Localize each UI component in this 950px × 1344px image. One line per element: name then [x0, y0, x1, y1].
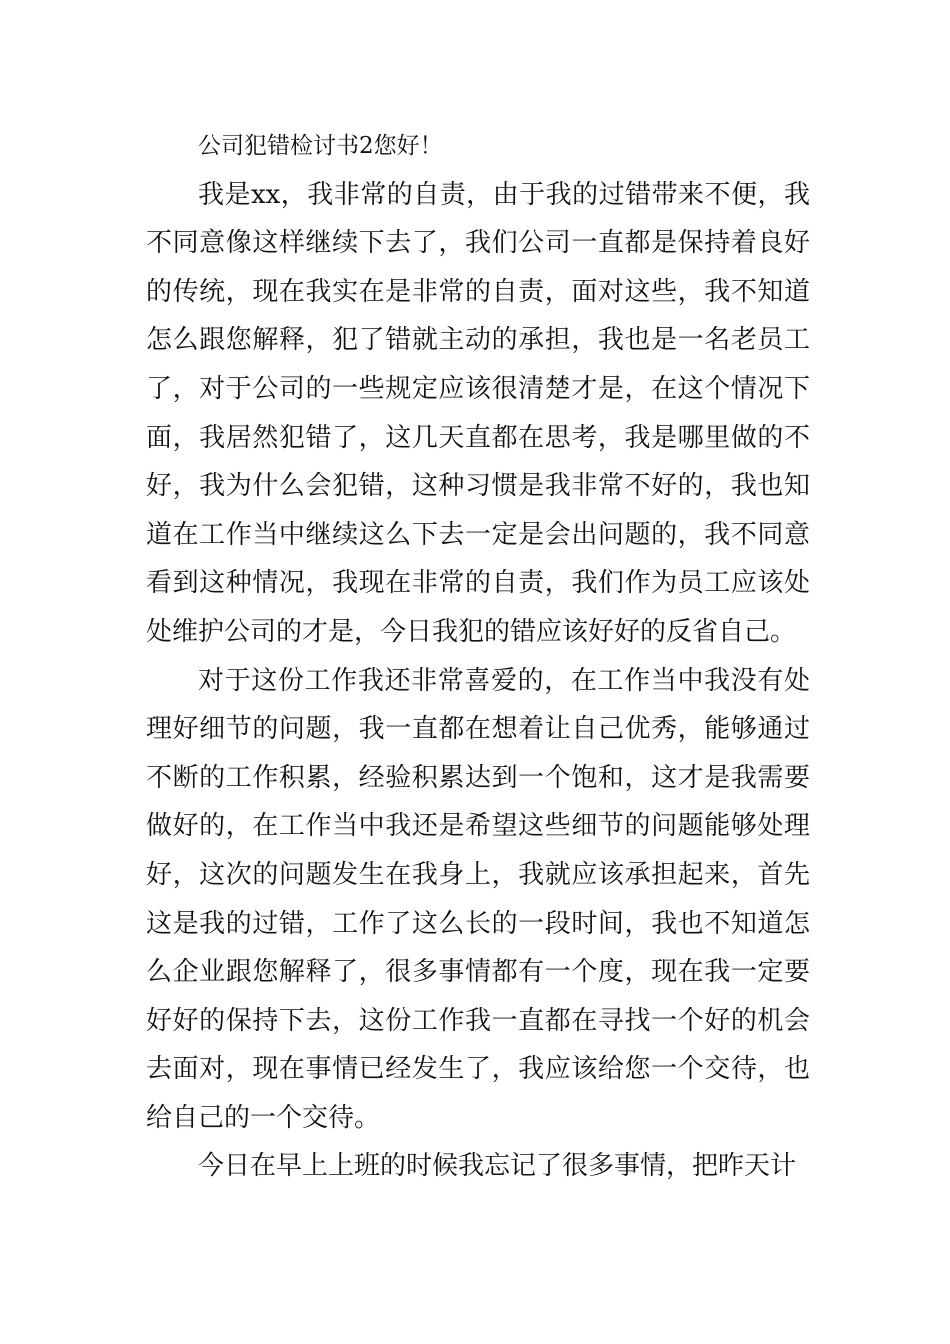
- paragraph-2: 对于这份工作我还非常喜爱的，在工作当中我没有处理好细节的问题，我一直都在想着让自己优秀，能够通过不断的工作积累，经验积累达到一个饱和，这才是我需要做好的，在工作当中我还是希望这些细节的问题能够处理好，这次的问题发生在我身上，我就应该承担起来，首先这是我的过错，工作了这么长的一段时间，我也不知道怎么企业跟您解释了，很多事情都有一个度，现在我一定要好好的保持下去，这份工作我一直都在寻找一个好的机会去面对，现在事情已经发生了，我应该给您一个交待，也给自己的一个交待。: [146, 665, 810, 1133]
- document-body: [146, 122, 810, 1191]
- paragraph-1: 我是xx，我非常的自责，由于我的过错带来不便，我不同意像这样继续下去了，我们公司一直都是保持着良好的传统，现在我实在是非常的自责，面对这些，我不知道怎么跟您解释，犯了错就主动的承担，我也是一名老员工了，对于公司的一些规定应该很清楚才是，在这个情况下面，我居然犯错了，这几天直都在思考，我是哪里做的不好，我为什么会犯错，这种习惯是我非常不好的，我也知道在工作当中继续这么下去一定是会出问题的，我不同意看到这种情况，我现在非常的自责，我们作为员工应该处处维护公司的才是，今日我犯的错应该好好的反省自己。: [146, 179, 810, 647]
- document-title: 公司犯错检讨书2您好！: [198, 133, 443, 159]
- paragraph-3: 今日在早上上班的时候我忘记了很多事情，把昨天计: [198, 1151, 797, 1182]
